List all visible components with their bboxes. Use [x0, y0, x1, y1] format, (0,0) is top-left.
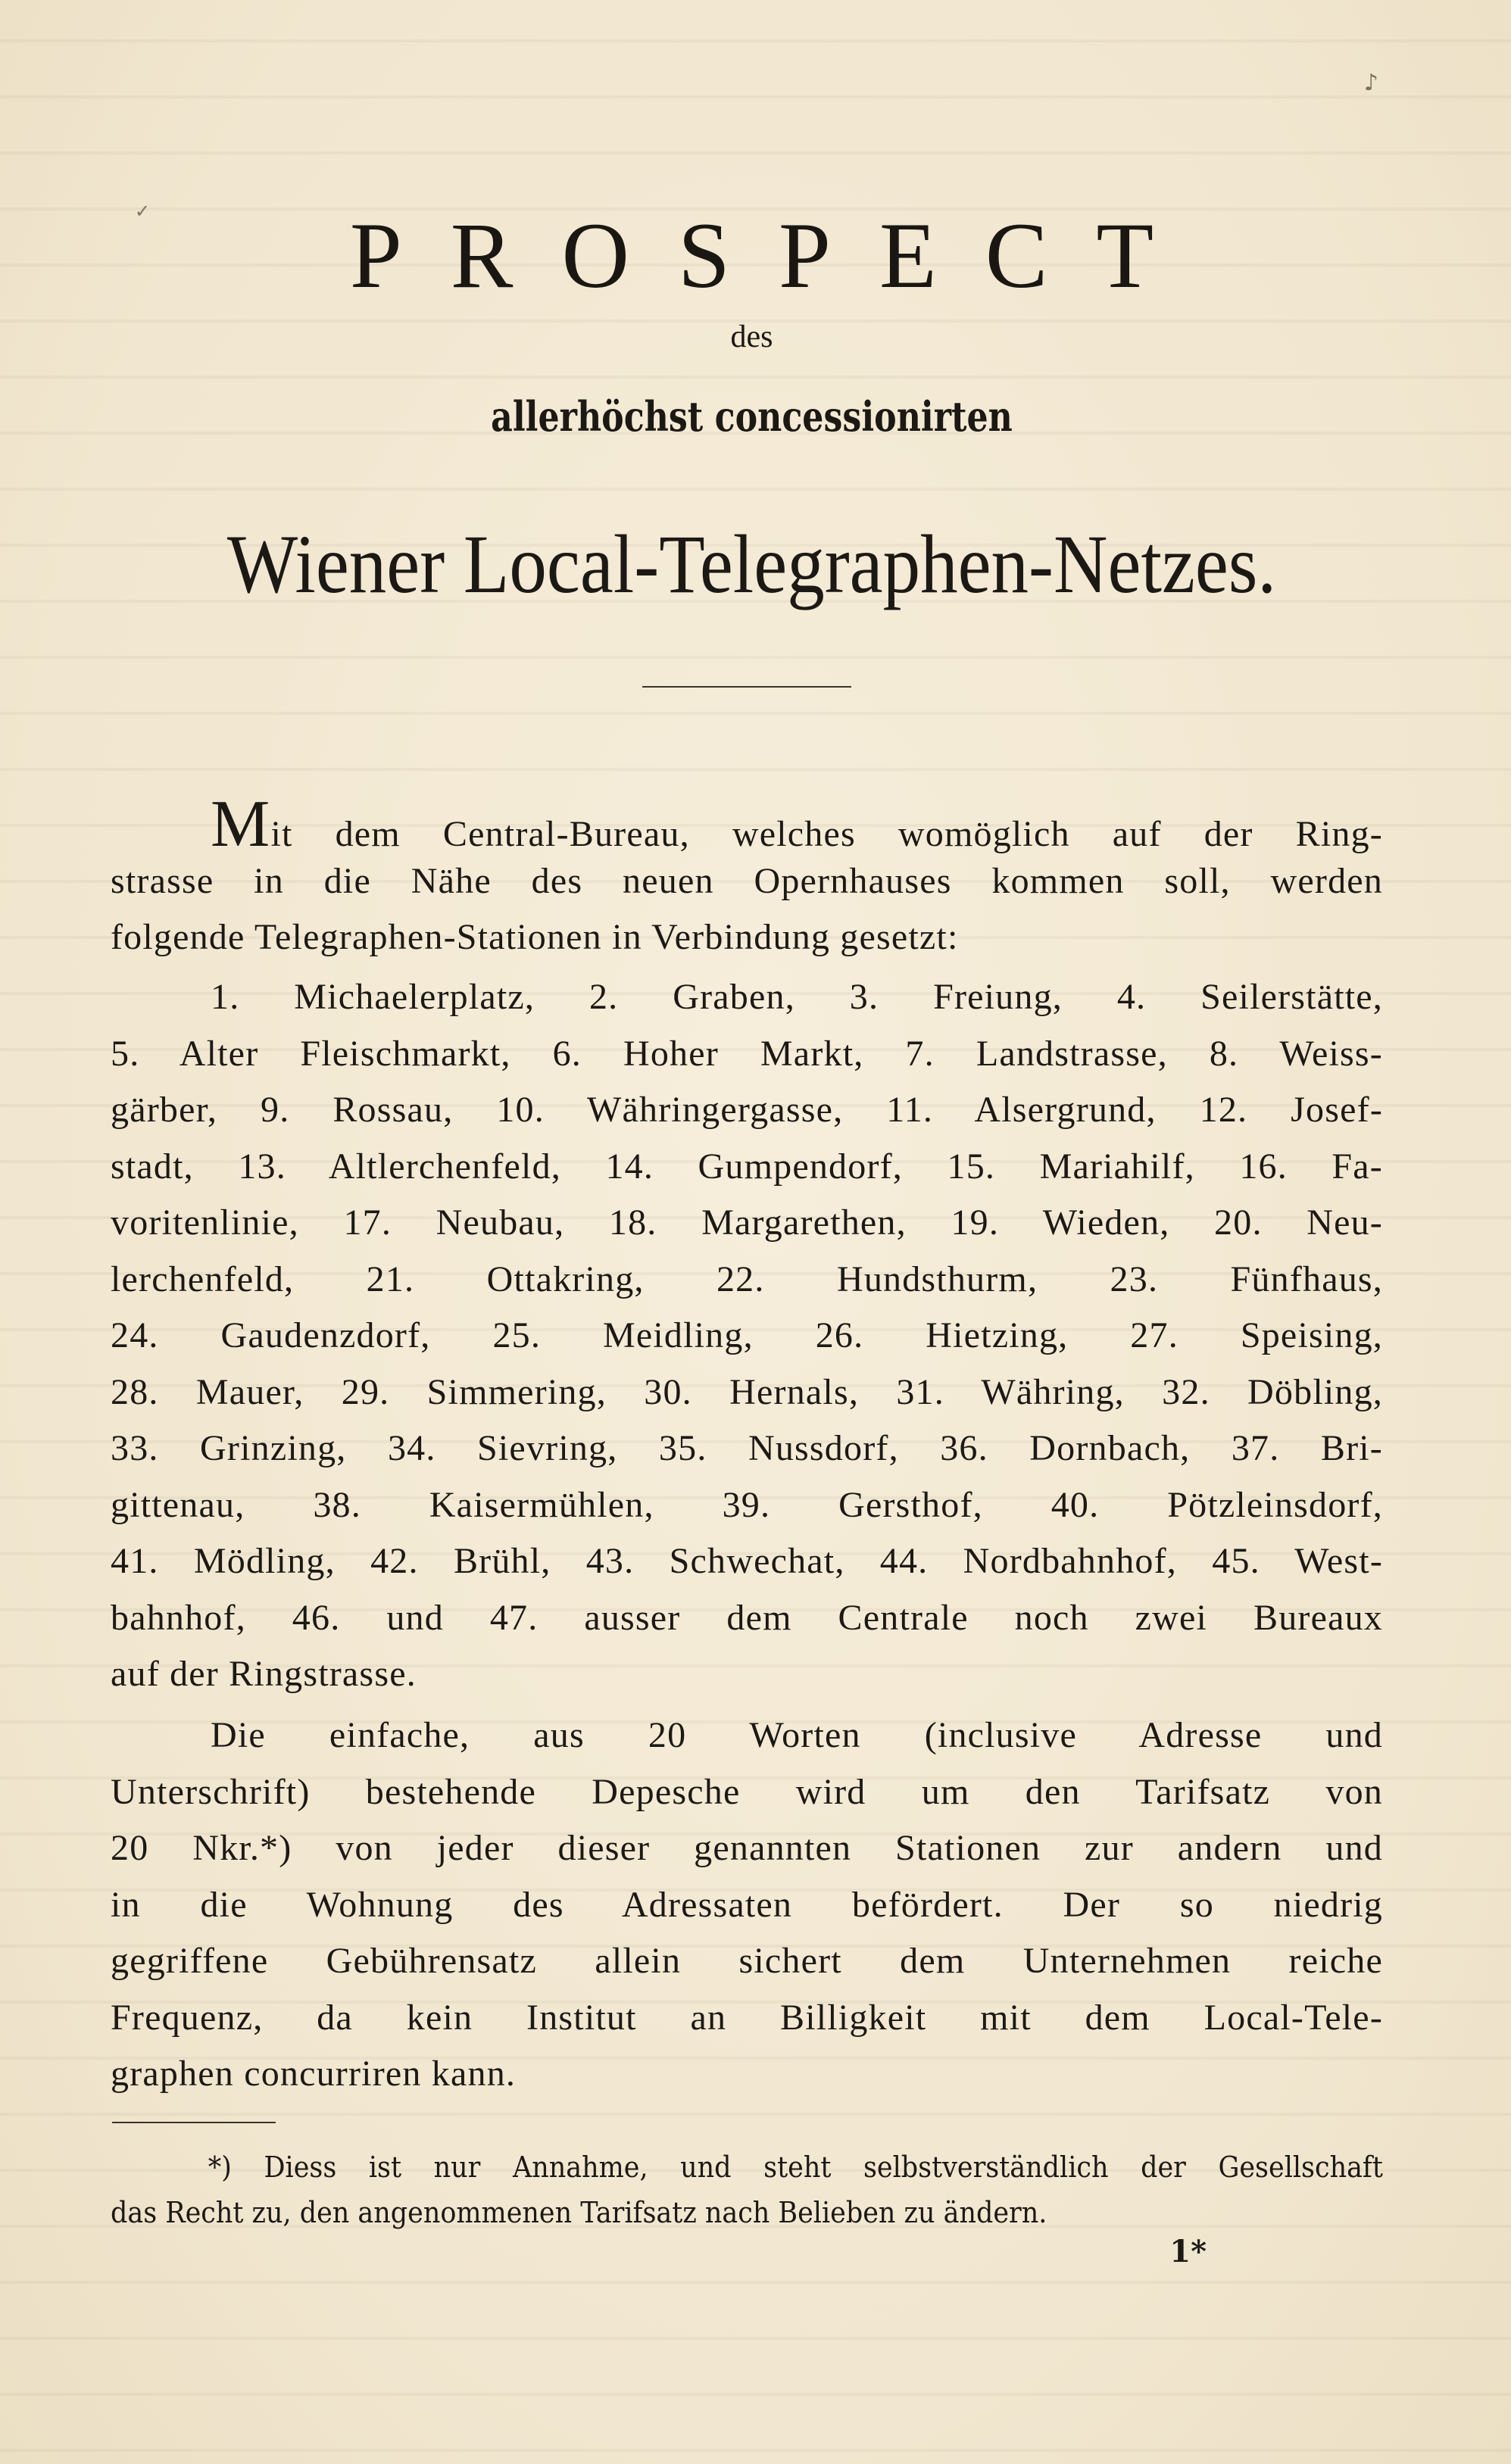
drop-cap: M: [211, 788, 271, 861]
text-line: 33. Grinzing, 34. Sievring, 35. Nussdorf, 36. Dornbach, 37. Bri-: [111, 1428, 1383, 1468]
paragraph-stations: [111, 969, 1383, 1703]
text-line: stadt, 13. Altlerchenfeld, 14. Gumpendorf, 15. Mariahilf, 16. Fa-: [111, 1146, 1383, 1187]
footnote-divider: [112, 2122, 276, 2123]
text-line: gärber, 9. Rossau, 10. Währingergasse, 11. Alsergrund, 12. Josef-: [111, 1090, 1383, 1130]
text-line: 1. Michaelerplatz, 2. Graben, 3. Freiung, 4. Seilerstätte,: [211, 977, 1383, 1017]
text-line: graphen concurriren kann.: [111, 2054, 517, 2094]
text-line: gittenau, 38. Kaisermühlen, 39. Gersthof, 40. Pötzleinsdorf,: [111, 1484, 1383, 1525]
subheading: allerhöchst concessionirten: [491, 392, 1013, 441]
text-line: gegriffene Gebührensatz allein sichert dem Unternehmen reiche: [111, 1941, 1383, 1981]
text-line: bahnhof, 46. und 47. ausser dem Centrale noch zwei Bureaux: [111, 1597, 1383, 1638]
title-divider: [642, 686, 851, 688]
text-line: voritenlinie, 17. Neubau, 18. Margarethen, 19. Wieden, 20. Neu-: [111, 1202, 1383, 1243]
footnote-line: *) Diess ist nur Annahme, und steht selbstverständlich der Gesellschaft: [208, 2151, 1383, 2184]
text-line: 24. Gaudenzdorf, 25. Meidling, 26. Hietzing, 27. Speising,: [111, 1315, 1383, 1355]
text-line: 20 Nkr.*) von jeder dieser genannten Stationen zur andern und: [111, 1828, 1383, 1868]
text-line: Frequenz, da kein Institut an Billigkeit mit dem Local-Tele-: [111, 1997, 1383, 2038]
text-line: folgende Telegraphen-Stationen in Verbindung gesetzt:: [111, 917, 959, 957]
footnote: [111, 2144, 1383, 2235]
text-line: in die Wohnung des Adressaten befördert. Der so niedrig: [111, 1884, 1383, 1925]
text-line: [111, 788, 1383, 861]
footnote-line: das Recht zu, den angenommenen Tarifsatz nach Belieben zu ändern.: [111, 2196, 1047, 2229]
text-line: strasse in die Nähe des neuen Opernhauses kommen soll, werden: [111, 860, 1383, 901]
signature-mark: 1*: [1169, 2234, 1207, 2269]
text-line: 28. Mauer, 29. Simmering, 30. Hernals, 31. Währing, 32. Döbling,: [111, 1371, 1383, 1412]
text-line: 41. Mödling, 42. Brühl, 43. Schwechat, 44. Nordbahnhof, 45. West-: [111, 1541, 1383, 1581]
title-des: des: [730, 320, 773, 354]
paragraph-tariff: [111, 1708, 1383, 2103]
text-line: auf der Ringstrasse.: [111, 1654, 417, 1694]
corner-mark: ♪: [1363, 70, 1378, 96]
page-title: PROSPECT: [349, 204, 1203, 307]
text-line: lerchenfeld, 21. Ottakring, 22. Hundsthurm, 23. Fünfhaus,: [111, 1259, 1383, 1299]
text-line: Die einfache, aus 20 Worten (inclusive Adresse und: [211, 1715, 1383, 1755]
main-heading: Wiener Local-Telegraphen-Netzes.: [226, 518, 1277, 610]
text-line: 5. Alter Fleischmarkt, 6. Hoher Markt, 7. Landstrasse, 8. Weiss-: [111, 1033, 1383, 1074]
text-line: Unterschrift) bestehende Depesche wird um den Tarifsatz von: [111, 1771, 1383, 1812]
side-mark: ✓: [135, 201, 151, 222]
text-line-content: it dem Central-Bureau, welches womöglich auf der Ring-: [270, 814, 1383, 854]
paragraph-intro: [111, 788, 1383, 966]
